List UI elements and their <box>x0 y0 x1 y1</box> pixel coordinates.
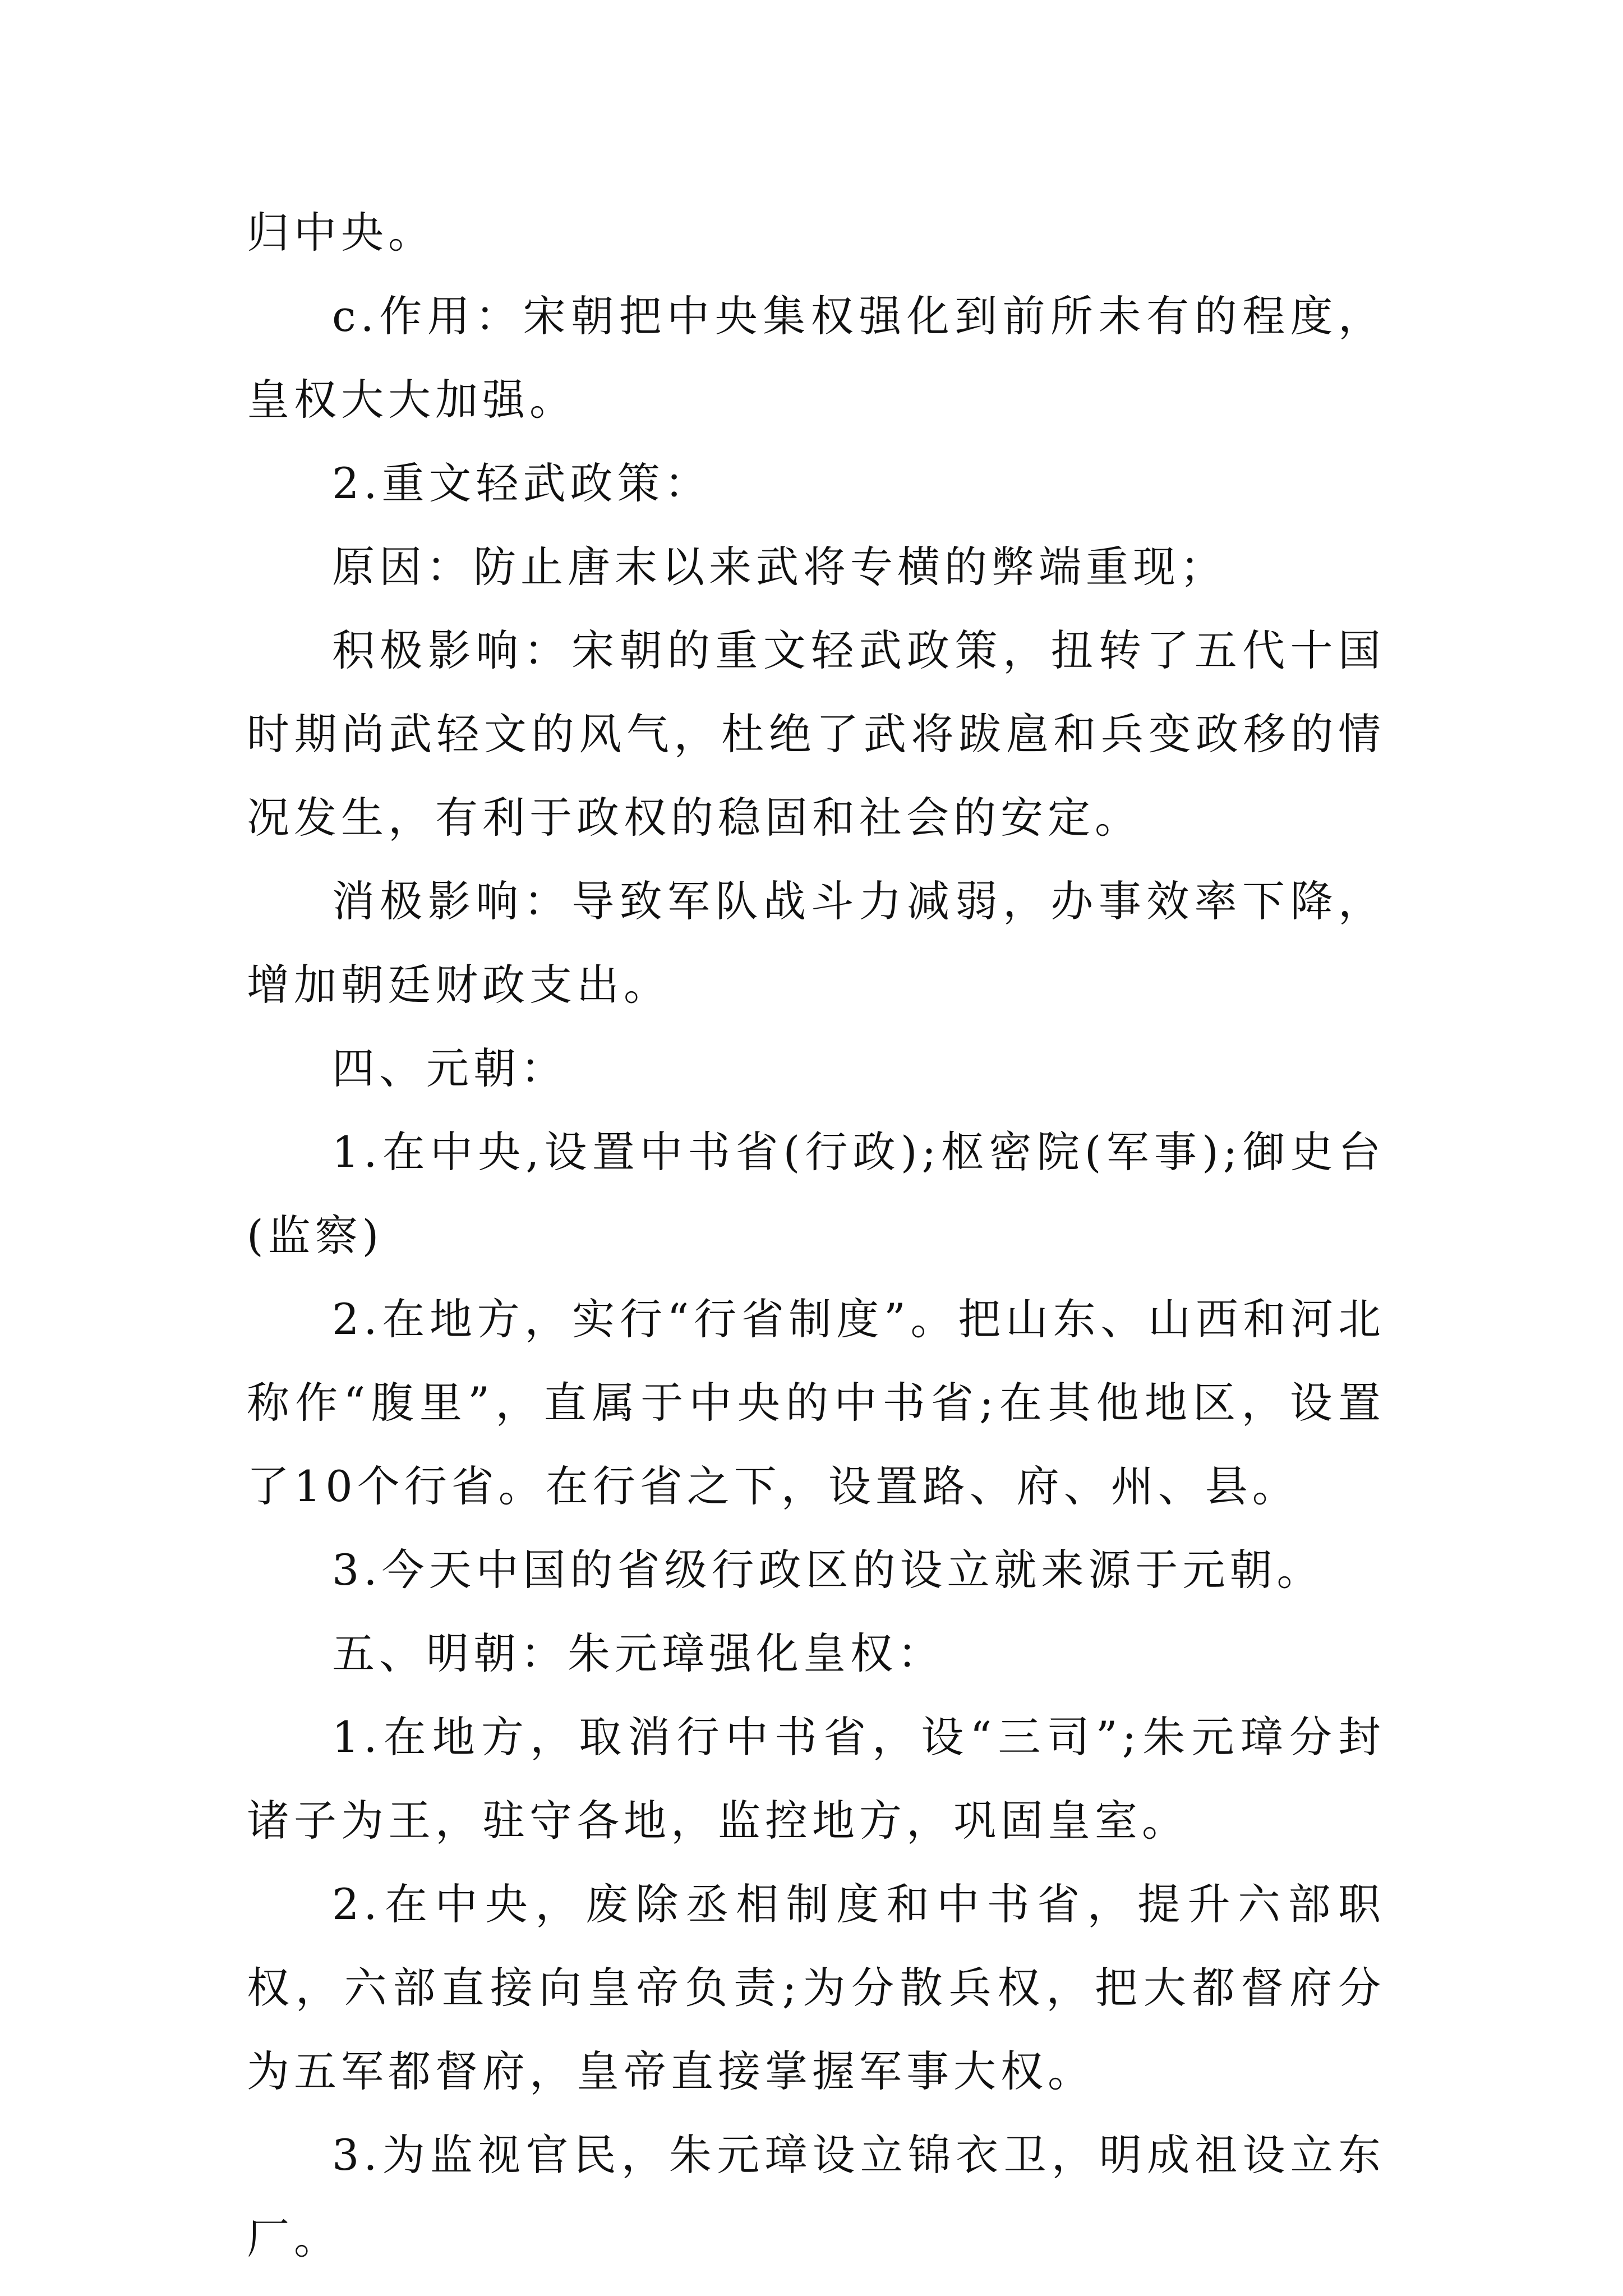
paragraph: 消极影响：导致军队战斗力减弱，办事效率下降，增加朝廷财政支出。 <box>247 876 1385 1010</box>
paragraph: 积极影响：宋朝的重文轻武政策，扭转了五代十国时期尚武轻文的风气，杜绝了武将跋扈和兵变政移的情况发生，有利于政权的稳固和社会的安定。 <box>247 625 1385 843</box>
paragraph: 归中央。 <box>247 208 435 257</box>
document-body <box>247 191 1385 2280</box>
paragraph: 原因：防止唐末以来武将专横的弊端重现； <box>332 542 1227 592</box>
paragraph: 1.在中央,设置中书省(行政);枢密院(军事);御史台(监察) <box>247 1127 1385 1260</box>
paragraph: 1.在地方，取消行中书省，设“三司”;朱元璋分封诸子为王，驻守各地，监控地方，巩固皇室。 <box>247 1712 1385 1846</box>
paragraph: 3.为监视官民，朱元璋设立锦衣卫，明成祖设立东厂。 <box>247 2130 1385 2263</box>
paragraph: c.作用：宋朝把中央集权强化到前所未有的程度，皇权大大加强。 <box>247 291 1385 425</box>
paragraph: 2.在地方，实行“行省制度”。把山东、山西和河北称作“腹里”，直属于中央的中书省;在其他地区，设置了10个行省。在行省之下，设置路、府、州、县。 <box>247 1294 1385 1511</box>
section-heading: 四、元朝： <box>332 1043 568 1093</box>
section-heading: 五、明朝：朱元璋强化皇权： <box>332 1628 944 1678</box>
paragraph: 3.今天中国的省级行政区的设立就来源于元朝。 <box>332 1545 1324 1595</box>
paragraph: 2.在中央，废除丞相制度和中书省，提升六部职权，六部直接向皇帝负责;为分散兵权，把大都督府分为五军都督府，皇帝直接掌握军事大权。 <box>247 1879 1385 2096</box>
paragraph: 2.重文轻武政策： <box>332 458 712 508</box>
